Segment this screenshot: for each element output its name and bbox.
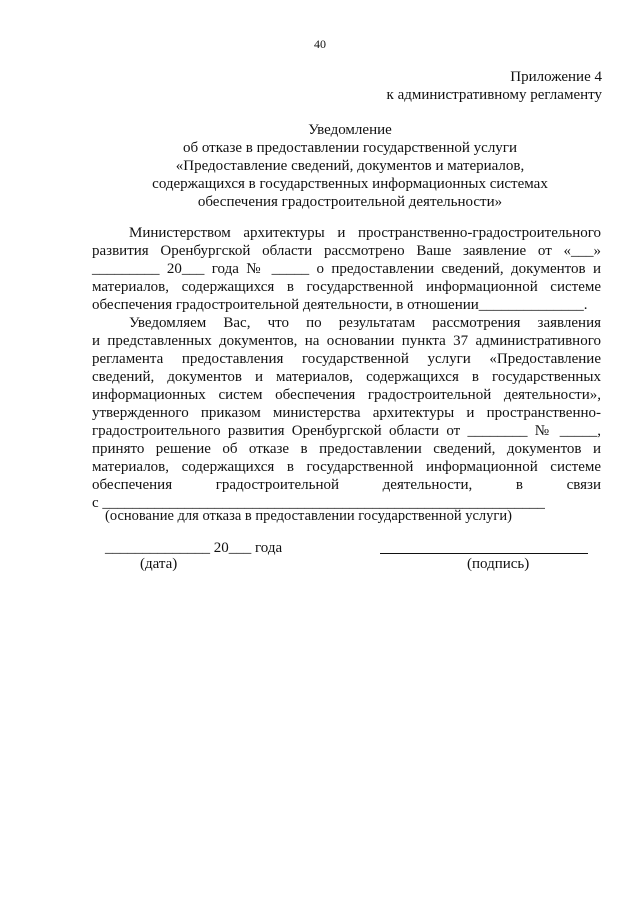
signature-label: (подпись) <box>467 556 530 572</box>
title-line: «Предоставление сведений, документов и материалов, <box>175 158 525 174</box>
text-line: регламента предоставления государственной услуги «Предоставление <box>92 351 601 367</box>
title-line: об отказе в предоставлении государственной услуги <box>182 140 517 156</box>
text-line: Министерством архитектуры и пространственно-градостроительного <box>129 225 601 241</box>
text-line: материалов, содержащихся в государственной информационной системе <box>92 459 601 475</box>
text-line: материалов, содержащихся в государственной информационной системе <box>92 279 601 295</box>
text-line: обеспечения градостроительной деятельности, в связи <box>92 477 601 493</box>
paragraph-review <box>92 224 601 314</box>
reason-blank-line: с ___________________________________________________________ <box>92 495 545 511</box>
title-line: содержащихся в государственных информационных системах <box>152 176 548 192</box>
title-line: обеспечения градостроительной деятельности» <box>197 194 503 210</box>
document-title <box>60 121 640 211</box>
text-line: и представленных документов, на основании пункта 37 административного <box>92 333 601 349</box>
text-line: градостроительного развития Оренбургской области от ________ № _____, <box>92 423 601 439</box>
appendix-reference: к административному регламенту <box>386 87 602 103</box>
title-heading: Уведомление <box>308 122 392 138</box>
signature-line <box>380 553 588 554</box>
text-line: информационных систем обеспечения градостроительной деятельности», <box>92 387 601 403</box>
appendix-number: Приложение 4 <box>510 69 602 85</box>
reason-caption: (основание для отказа в предоставлении государственной услуги) <box>105 508 512 524</box>
text-line: _________ 20___ года № _____ о предоставлении сведений, документов и <box>92 261 601 277</box>
text-line: сведений, документов и материалов, содержащихся в государственных <box>92 369 601 385</box>
text-line: развития Оренбургской области рассмотрено Ваше заявление от «___» <box>92 243 601 259</box>
text-line: утвержденного приказом министерства архитектуры и пространственно- <box>92 405 601 421</box>
date-label: (дата) <box>140 556 178 572</box>
text-line: обеспечения градостроительной деятельности, в отношении______________. <box>92 297 588 313</box>
date-line: ______________ 20___ года <box>105 540 283 556</box>
text-line: Уведомляем Вас, что по результатам рассмотрения заявления <box>129 315 601 331</box>
page-number: 40 <box>314 37 326 51</box>
text-line: принято решение об отказе в предоставлении сведений, документов и <box>92 441 601 457</box>
paragraph-refusal <box>92 314 601 512</box>
